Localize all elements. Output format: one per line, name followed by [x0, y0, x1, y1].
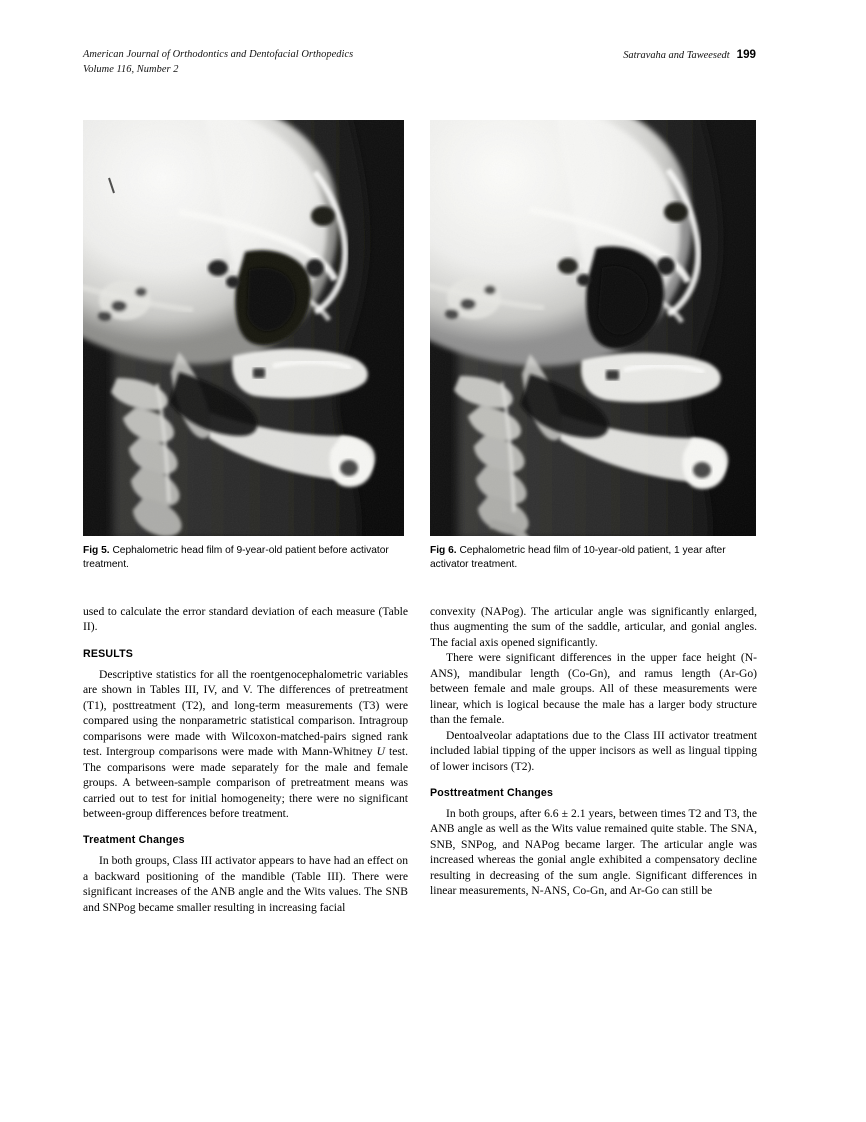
journal-title: American Journal of Orthodontics and Dentofacial Orthopedics: [83, 49, 354, 60]
heading-treatment-changes: Treatment Changes: [83, 834, 185, 847]
paragraph-results-part-b: test. The comparisons were made separately for the male and female groups. A between-sample comparison of pretreatment means was carried out to test for initial homogeneity; there were no significant between-group differences before treatment.: [83, 745, 408, 820]
figure-5-label: Fig 5.: [83, 545, 110, 556]
running-head-right: [623, 48, 756, 64]
paragraph-posttreatment-changes: In both groups, after 6.6 ± 2.1 years, between times T2 and T3, the ANB angle as well as the Wits value remained quite stable. The SNA, SNB, SNPog, and NAPog became larger. The articular angle was increased whereas the gonial angle exhibited a compensatory decline resulting in decreasing of the sum angle. Significant differences in linear measurements, N-ANS, Co-Gn, and Ar-Go can still be: [430, 806, 757, 898]
paragraph-continued-right: convexity (NAPog). The articular angle was significantly enlarged, thus augmenting the sum of the saddle, articular, and gonial angles. The facial axis opened significantly.: [430, 605, 757, 649]
figure-6-caption: [430, 544, 756, 571]
figure-6-label: Fig 6.: [430, 545, 457, 556]
paragraph-treatment-changes: In both groups, Class III activator appears to have had an effect on a backward positioning of the mandible (Table III). There were significant increases of the ANB angle and the Wits values. The SNB and SNPog became smaller resulting in increasing facial: [83, 854, 408, 914]
heading-results: RESULTS: [83, 647, 134, 660]
journal-volume-issue: Volume 116, Number 2: [83, 63, 179, 75]
cephalometric-radiograph-before-treatment: [83, 120, 404, 536]
cephalometric-radiograph-after-treatment: [430, 120, 756, 536]
heading-posttreatment-changes: Posttreatment Changes: [430, 786, 554, 799]
paragraph-sex-differences: There were significant differences in the upper face height (N-ANS), mandibular length (Co-Gn), and ramus length (Ar-Go) between female and male groups. All of these measurements were linear, which is logical because the male has a larger body structure than the female.: [430, 651, 757, 727]
body-column-left: [83, 604, 408, 915]
body-column-right: [430, 604, 757, 899]
paragraph-results-part-a: Descriptive statistics for all the roentgenocephalometric variables are shown in Tables III, IV, and V. The differences of pretreatment (T1), posttreatment (T2), and long-term measurements (T3) were compared using the nonparametric statistical comparison. Intragroup comparisons were made with Wilcoxon-matched-pairs signed rank test. Intergroup comparisons were made with Mann-Whitney: [83, 667, 408, 759]
page-number: 199: [736, 48, 756, 61]
figure-5-caption: [83, 544, 404, 571]
figure-6: [430, 120, 756, 571]
journal-title-block: [83, 48, 503, 77]
paragraph-results-statistics: [83, 667, 408, 822]
running-head-authors: Satravaha and Taweesedt: [623, 50, 730, 61]
statistic-symbol-u: U: [376, 745, 385, 759]
paragraph-dentoalveolar-adaptations: Dentoalveolar adaptations due to the Class III activator treatment included labial tipping of the upper incisors as well as lingual tipping of lower incisors (T2).: [430, 728, 757, 773]
figure-6-caption-text: Cephalometric head film of 10-year-old patient, 1 year after activator treatment.: [430, 545, 726, 570]
figure-5: [83, 120, 404, 571]
running-head: [83, 48, 756, 82]
paragraph-continued-left: used to calculate the error standard deviation of each measure (Table II).: [83, 605, 408, 634]
figure-5-caption-text: Cephalometric head film of 9-year-old patient before activator treatment.: [83, 545, 389, 570]
